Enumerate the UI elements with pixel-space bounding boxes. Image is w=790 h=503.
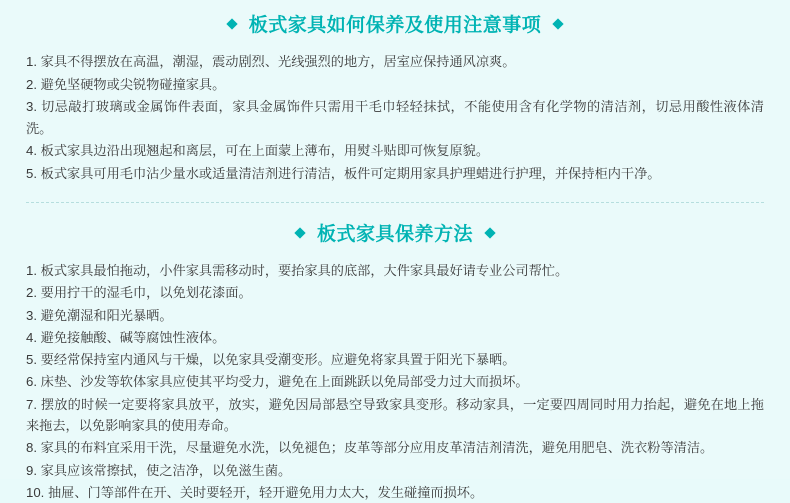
section-2-list — [26, 260, 764, 503]
list-item: 4. 板式家具边沿出现翘起和离层，可在上面蒙上薄布，用熨斗贴即可恢复原貌。 — [26, 143, 490, 158]
list-item: 1. 家具不得摆放在高温，潮湿，震动剧烈、光线强烈的地方，居室应保持通风凉爽。 — [26, 54, 516, 69]
list-item: 1. 板式家具最怕拖动，小件家具需移动时，要抬家具的底部，大件家具最好请专业公司帮忙。 — [26, 263, 569, 278]
diamond-marker-icon — [484, 227, 495, 238]
list-item: 2. 避免坚硬物或尖锐物碰撞家具。 — [26, 76, 226, 92]
list-item: 10. 抽屉、门等部件在开、关时要轻开，轻开避免用力太大，发生碰撞而损坏。 — [26, 484, 484, 500]
list-item: 6. 床垫、沙发等软体家具应使其平均受力，避免在上面跳跃以免局部受力过大而损坏。 — [26, 374, 529, 390]
section-1-title: 板式家具如何保养及使用注意事项 — [248, 15, 542, 36]
diamond-marker-icon — [226, 18, 237, 29]
list-item: 5. 要经常保持室内通风与干燥，以免家具受潮变形。应避免将家具置于阳光下暴晒。 — [26, 352, 516, 368]
list-item: 3. 避免潮湿和阳光暴晒。 — [26, 307, 173, 323]
section-maintenance-methods — [0, 203, 790, 503]
list-item: 9. 家具应该常擦拭，使之洁净，以免滋生菌。 — [26, 462, 292, 478]
diamond-marker-icon — [553, 18, 564, 29]
list-item: 5. 板式家具可用毛巾沾少量水或适量清洁剂进行清洁，板件可定期用家具护理蜡进行护理，并保持柜内干净。 — [26, 165, 661, 181]
diamond-marker-icon — [294, 227, 305, 238]
list-item: 7. 摆放的时候一定要将家具放平，放实，避免因局部悬空导致家具变形。移动家具，一定要四周同时用力抬起，避免在地上拖来拖去，以免影响家具的使用寿命。 — [26, 396, 764, 434]
list-item: 3. 切忌敲打玻璃或金属饰件表面，家具金属饰件只需用干毛巾轻轻抹拭，不能使用含有化学物的清洁剂，切忌用酸性液体清洗。 — [26, 99, 764, 136]
section-1-list — [26, 51, 764, 184]
list-item: 2. 要用拧干的湿毛巾，以免划花漆面。 — [26, 285, 252, 301]
list-item: 8. 家具的布料宜采用干洗，尽量避免水洗，以免褪色；皮革等部分应用皮革清洁剂清洗，避免用肥皂、洗衣粉等清洁。 — [26, 440, 714, 456]
list-item: 4. 避免接触酸、碱等腐蚀性液体。 — [26, 329, 226, 345]
section-maintenance-notes — [0, 0, 790, 184]
section-1-heading — [26, 10, 764, 37]
section-2-heading — [26, 219, 764, 246]
section-2-title: 板式家具保养方法 — [316, 224, 473, 245]
